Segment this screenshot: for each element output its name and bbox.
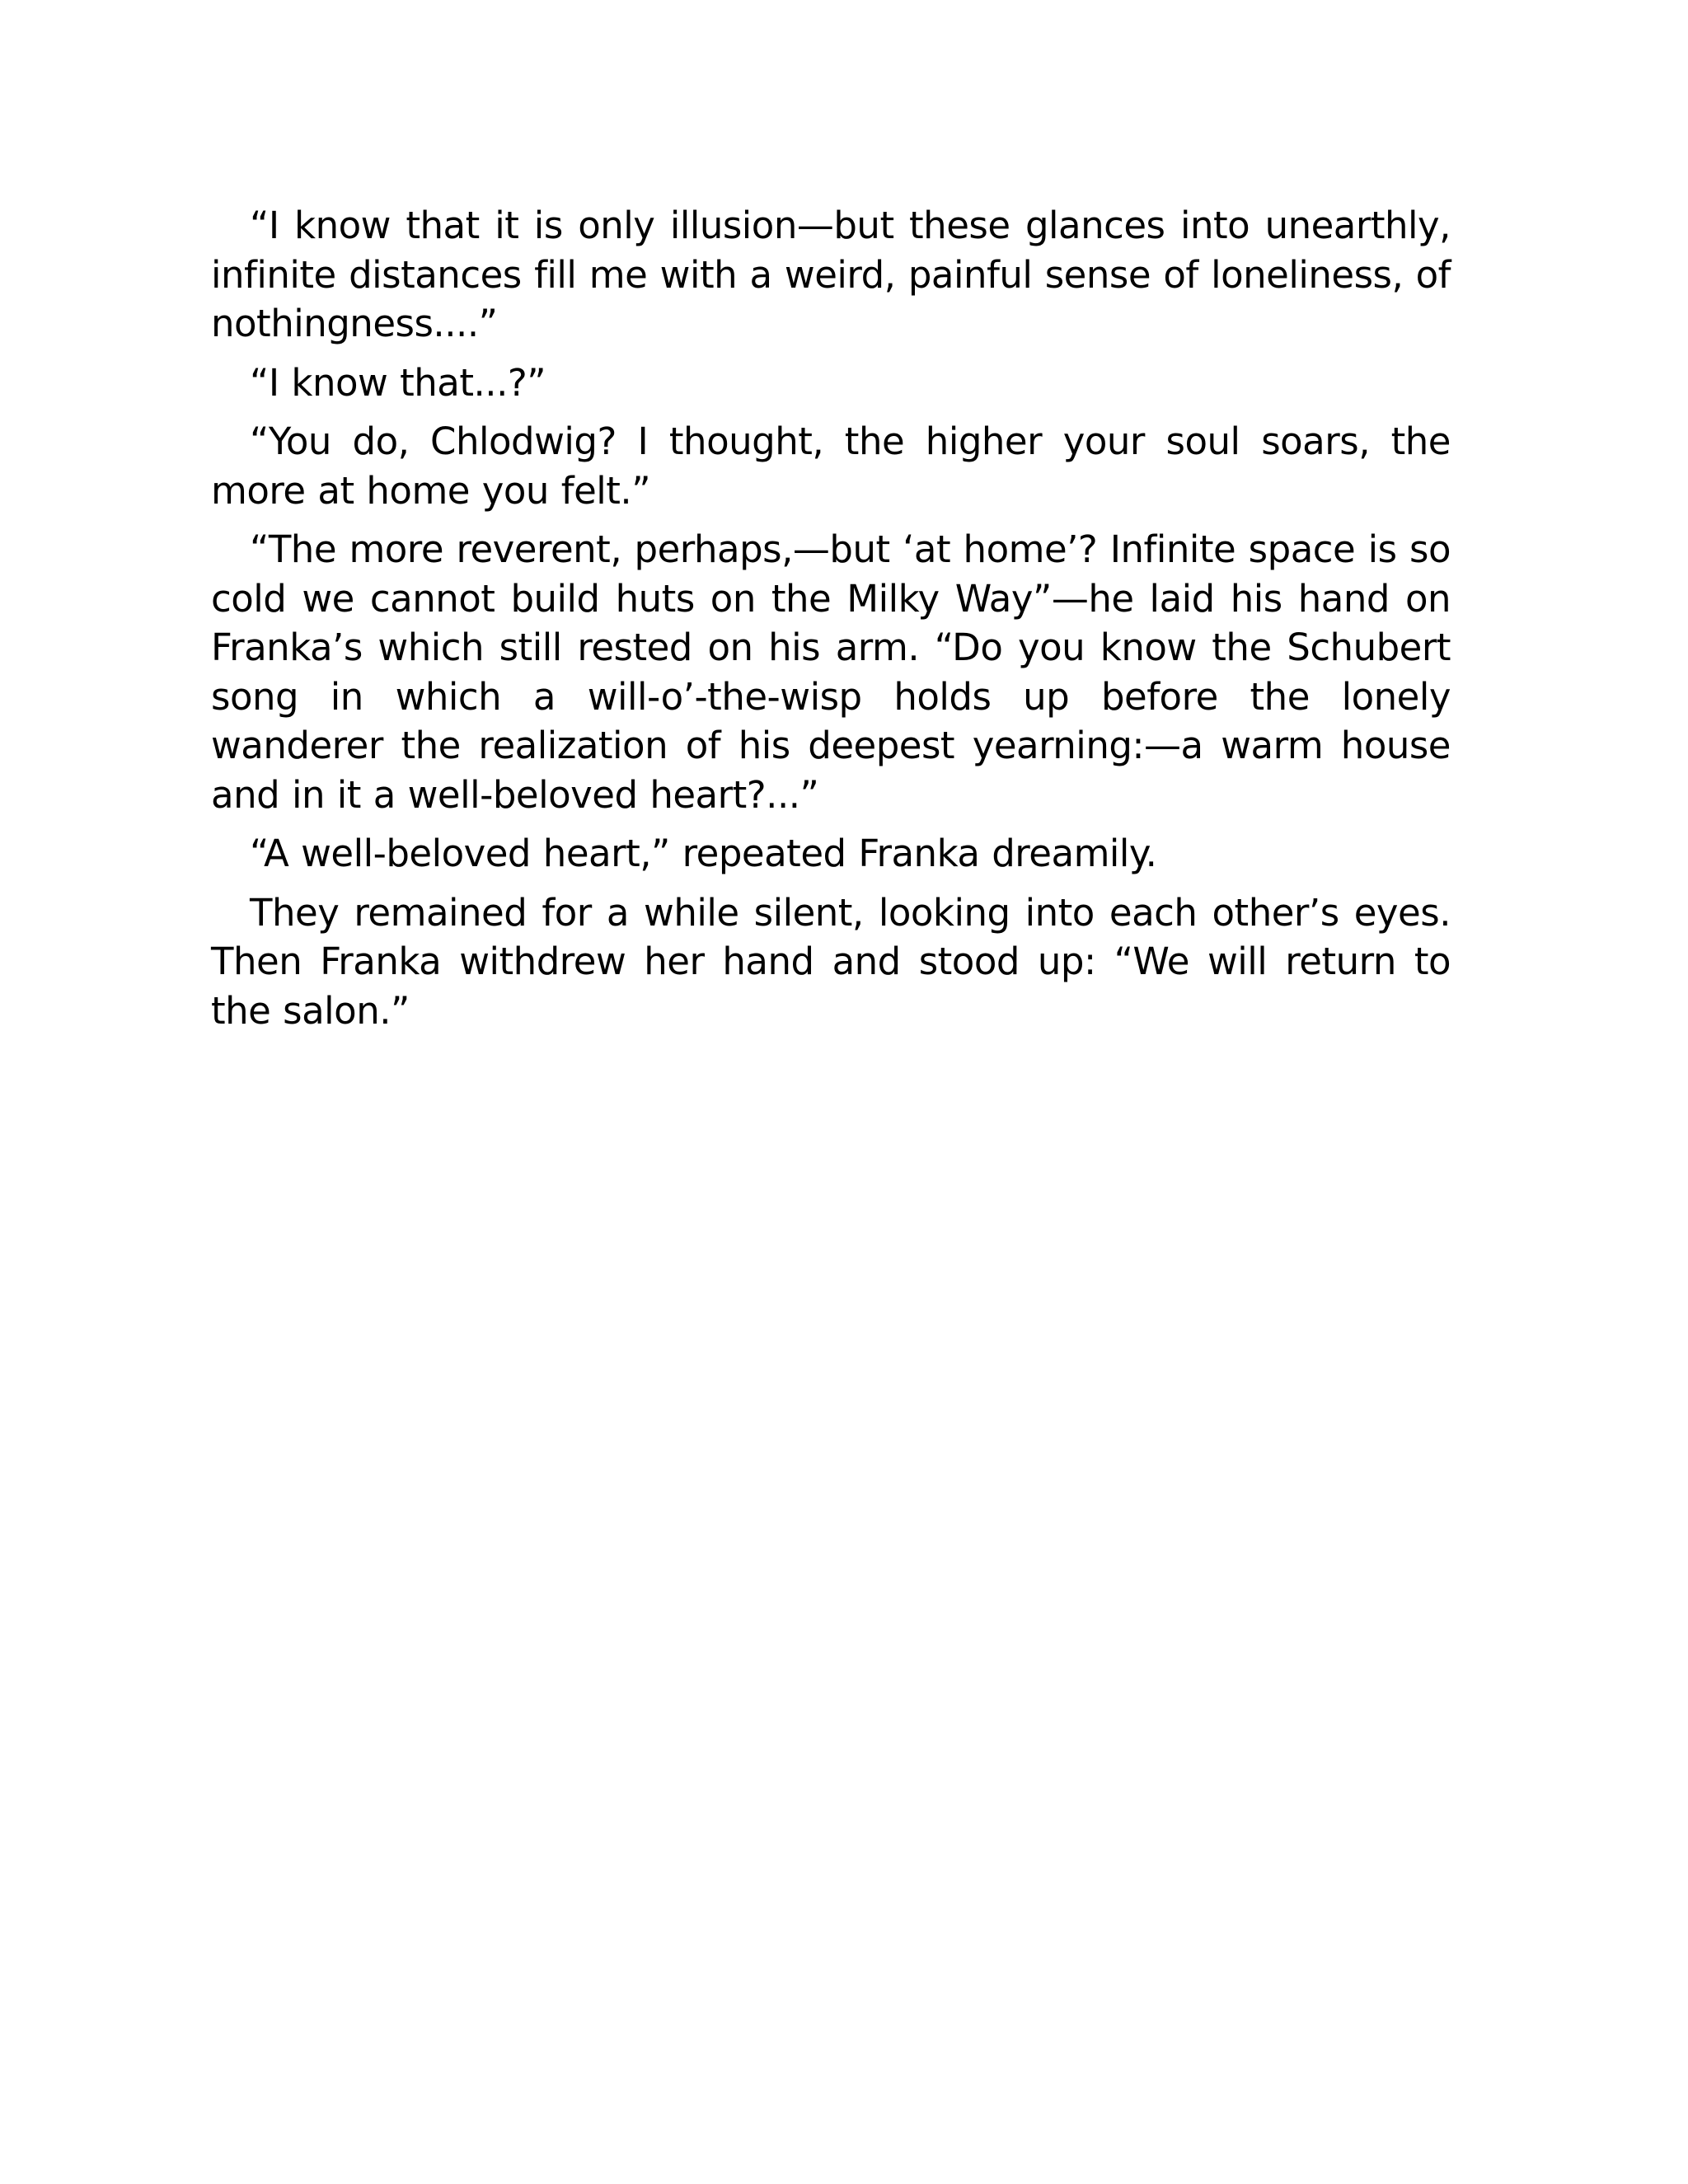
paragraph: “A well-beloved heart,” repeated Franka dreamily. [250,832,1157,875]
paragraph: “You do, Chlodwig? I thought, the higher your soul soars, the more at home you felt.” [211,419,1451,513]
paragraph: They remained for a while silent, looking into each other’s eyes. Then Franka withdrew her hand and stood up: “We will return to the salon.” [211,890,1451,1033]
paragraph: “I know that it is only illusion—but these glances into unearthly, infinite distances fill me with a weird, painful sense of loneliness, of nothingness....” [211,204,1451,345]
body-text [211,201,1451,1045]
paragraph: “I know that...?” [250,360,546,405]
paragraph: “The more reverent, perhaps,—but ‘at home’? Infinite space is so cold we cannot build huts on the Milky Way”—he laid his hand on Franka’s which still rested on his arm. “Do you know the Schubert song in which a will-o’-the-wisp holds up before the lonely wanderer the realization of his deepest yearning:—a warm house and in it a well-beloved heart?...” [211,527,1451,817]
